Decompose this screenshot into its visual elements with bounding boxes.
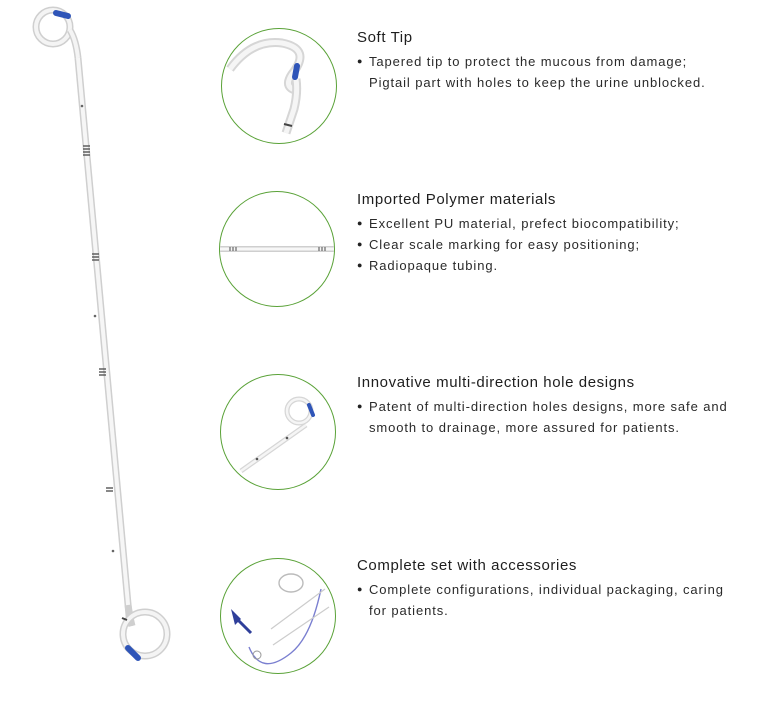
feature-title: Imported Polymer materials <box>357 191 556 208</box>
polymer-tube-closeup <box>219 191 335 307</box>
feature-polymer-materials <box>357 190 757 276</box>
feature-bullets <box>357 579 757 621</box>
feature-title: Soft Tip <box>357 29 413 46</box>
feature-bullets <box>357 51 757 93</box>
feature-bullet: ● Patent of multi-direction holes designs, more safe and smooth to drainage, more assured for patients. <box>357 396 731 438</box>
feature-bullet: ● Radiopaque tubing. <box>357 255 757 276</box>
feature-title: Complete set with accessories <box>357 557 577 574</box>
feature-title: Innovative multi-direction hole designs <box>357 374 635 391</box>
feature-hole-designs <box>357 373 757 438</box>
feature-bullet: ● Clear scale marking for easy positioning; <box>357 234 757 255</box>
feature-bullets <box>357 213 757 276</box>
soft-tip-closeup <box>221 28 337 144</box>
feature-bullets <box>357 396 757 438</box>
feature-accessories <box>357 556 757 621</box>
accessory-set-closeup <box>220 558 336 674</box>
ureteral-stent-illustration <box>0 0 200 711</box>
feature-soft-tip <box>357 28 757 93</box>
hole-design-closeup <box>220 374 336 490</box>
feature-bullet: ● Complete configurations, individual packaging, caring for patients. <box>357 579 737 621</box>
feature-bullet: ● Excellent PU material, prefect biocompatibility; <box>357 213 757 234</box>
feature-bullet: ● Tapered tip to protect the mucous from damage; Pigtail part with holes to keep the urine unblocked. <box>357 51 709 93</box>
